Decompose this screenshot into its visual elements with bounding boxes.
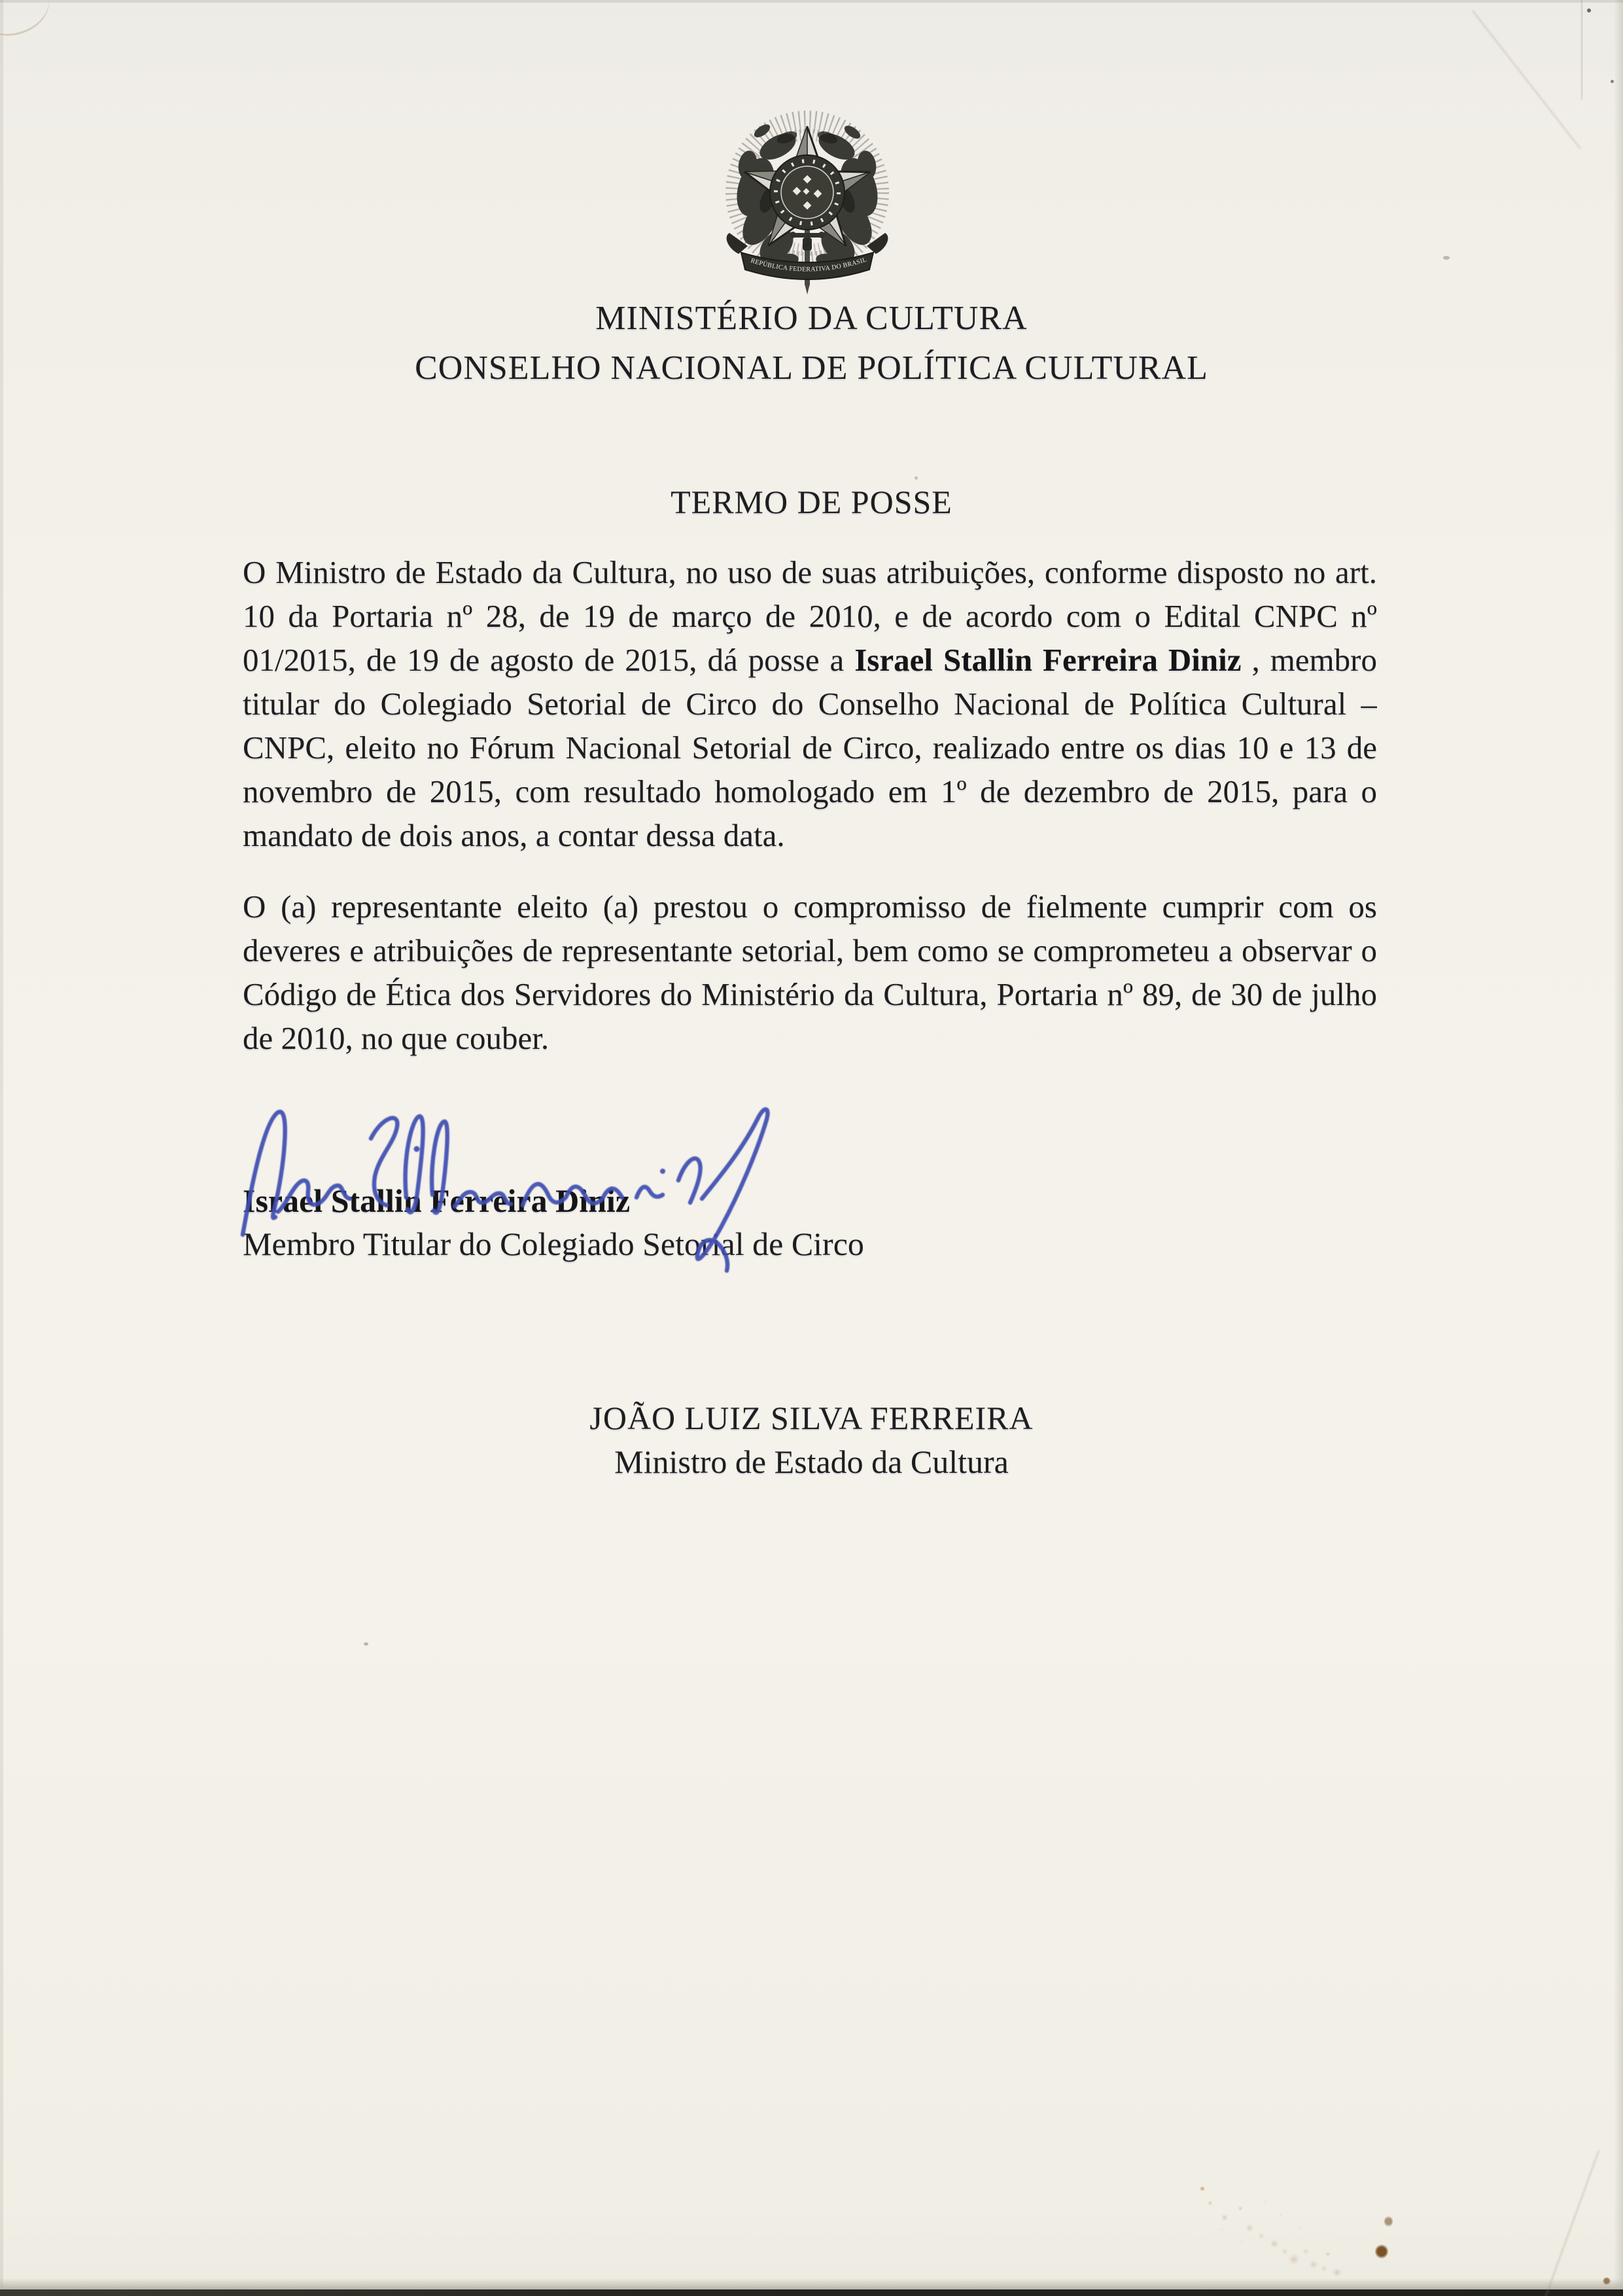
text-line — [243, 928, 1377, 972]
letterhead — [0, 294, 1623, 393]
text-segment: CNPC, eleito no Fórum Nacional Setorial de Circo, realizado entre os dias 10 e 13 de — [243, 730, 1377, 766]
council-name: CONSELHO NACIONAL DE POLÍTICA CULTURAL — [415, 349, 1208, 387]
paper-crease — [0, 0, 56, 44]
text-line — [243, 972, 1377, 1016]
text-segment: O (a) representante eleito (a) prestou o compromisso de fielmente cumprir com os — [243, 889, 1377, 925]
paper-stain — [1384, 2216, 1393, 2227]
minister-role: Ministro de Estado da Cultura — [614, 1443, 1009, 1480]
ribbon-date-right: de 1889 — [842, 274, 859, 283]
emblem-celestial-disc — [770, 155, 845, 230]
scan-edge-shadow — [0, 2278, 1623, 2290]
text-line — [243, 1016, 1377, 1060]
handwritten-signature — [186, 1081, 795, 1277]
text-line — [243, 726, 1377, 769]
scan-edge-left — [0, 0, 3, 2296]
paragraph-opening — [243, 550, 1377, 857]
paper-stain — [1375, 2244, 1388, 2259]
text-segment: , membro — [1241, 642, 1377, 678]
paper-speck — [1611, 80, 1614, 83]
paper-crease — [1472, 10, 1581, 149]
paper-stain — [1200, 2187, 1204, 2191]
signature-strokes — [243, 1109, 767, 1271]
text-line — [243, 682, 1377, 726]
minister-name: JOÃO LUIZ SILVA FERREIRA — [589, 1400, 1034, 1436]
signee-name: Israel Stallin Ferreira Diniz — [243, 1182, 631, 1219]
text-segment: deveres e atribuições de representante setorial, bem como se comprometeu a observar o — [243, 932, 1377, 968]
ribbon-date-left: 15 de Novembro — [744, 279, 778, 292]
coat-of-arms-emblem — [722, 109, 893, 298]
scan-edge-bottom — [0, 2289, 1623, 2296]
text-line — [243, 638, 1377, 682]
paper-crease — [1581, 0, 1582, 99]
text-segment: mandato de dois anos, a contar dessa data. — [243, 817, 785, 853]
text-segment: O Ministro de Estado da Cultura, no uso de suas atribuições, conforme disposto no art. — [243, 554, 1377, 590]
paragraph-commitment — [243, 885, 1377, 1060]
text-line — [243, 769, 1377, 813]
paper-speck — [1587, 9, 1591, 12]
text-segment: 01/2015, de 19 de agosto de 2015, dá posse a — [243, 642, 855, 678]
scan-edge-right — [1614, 0, 1623, 2296]
paper-stain — [1603, 2277, 1611, 2285]
text-segment: 10 da Portaria nº 28, de 19 de março de 2010, e de acordo com o Edital CNPC nº — [243, 598, 1377, 634]
paper-speck — [364, 1642, 368, 1646]
text-segment: Código de Ética dos Servidores do Ministério da Cultura, Portaria nº 89, de 30 de julho — [243, 976, 1377, 1012]
signee-role: Membro Titular do Colegiado Setorial de Circo — [243, 1226, 864, 1262]
text-segment: novembro de 2015, com resultado homologado em 1º de dezembro de 2015, para o — [243, 773, 1377, 809]
document-title: TERMO DE POSSE — [671, 484, 952, 520]
paper-crease — [1539, 2149, 1599, 2296]
paper-speck — [546, 700, 548, 705]
appointee-name-inline: Israel Stallin Ferreira Diniz — [854, 642, 1242, 678]
text-segment: titular do Colegiado Setorial de Circo do Conselho Nacional de Política Cultural – — [243, 686, 1377, 722]
text-line — [243, 594, 1377, 638]
text-segment: de 2010, no que couber. — [243, 1020, 550, 1056]
ministry-name: MINISTÉRIO DA CULTURA — [595, 300, 1028, 337]
paper-speck — [915, 476, 918, 480]
scan-edge-top — [0, 0, 1623, 3]
text-line — [243, 813, 1377, 857]
ribbon-text: REPÚBLICA FEDERATIVA DO BRASIL — [750, 256, 868, 274]
text-line — [243, 885, 1377, 928]
text-line — [243, 550, 1377, 594]
paper-speck — [1443, 256, 1450, 260]
